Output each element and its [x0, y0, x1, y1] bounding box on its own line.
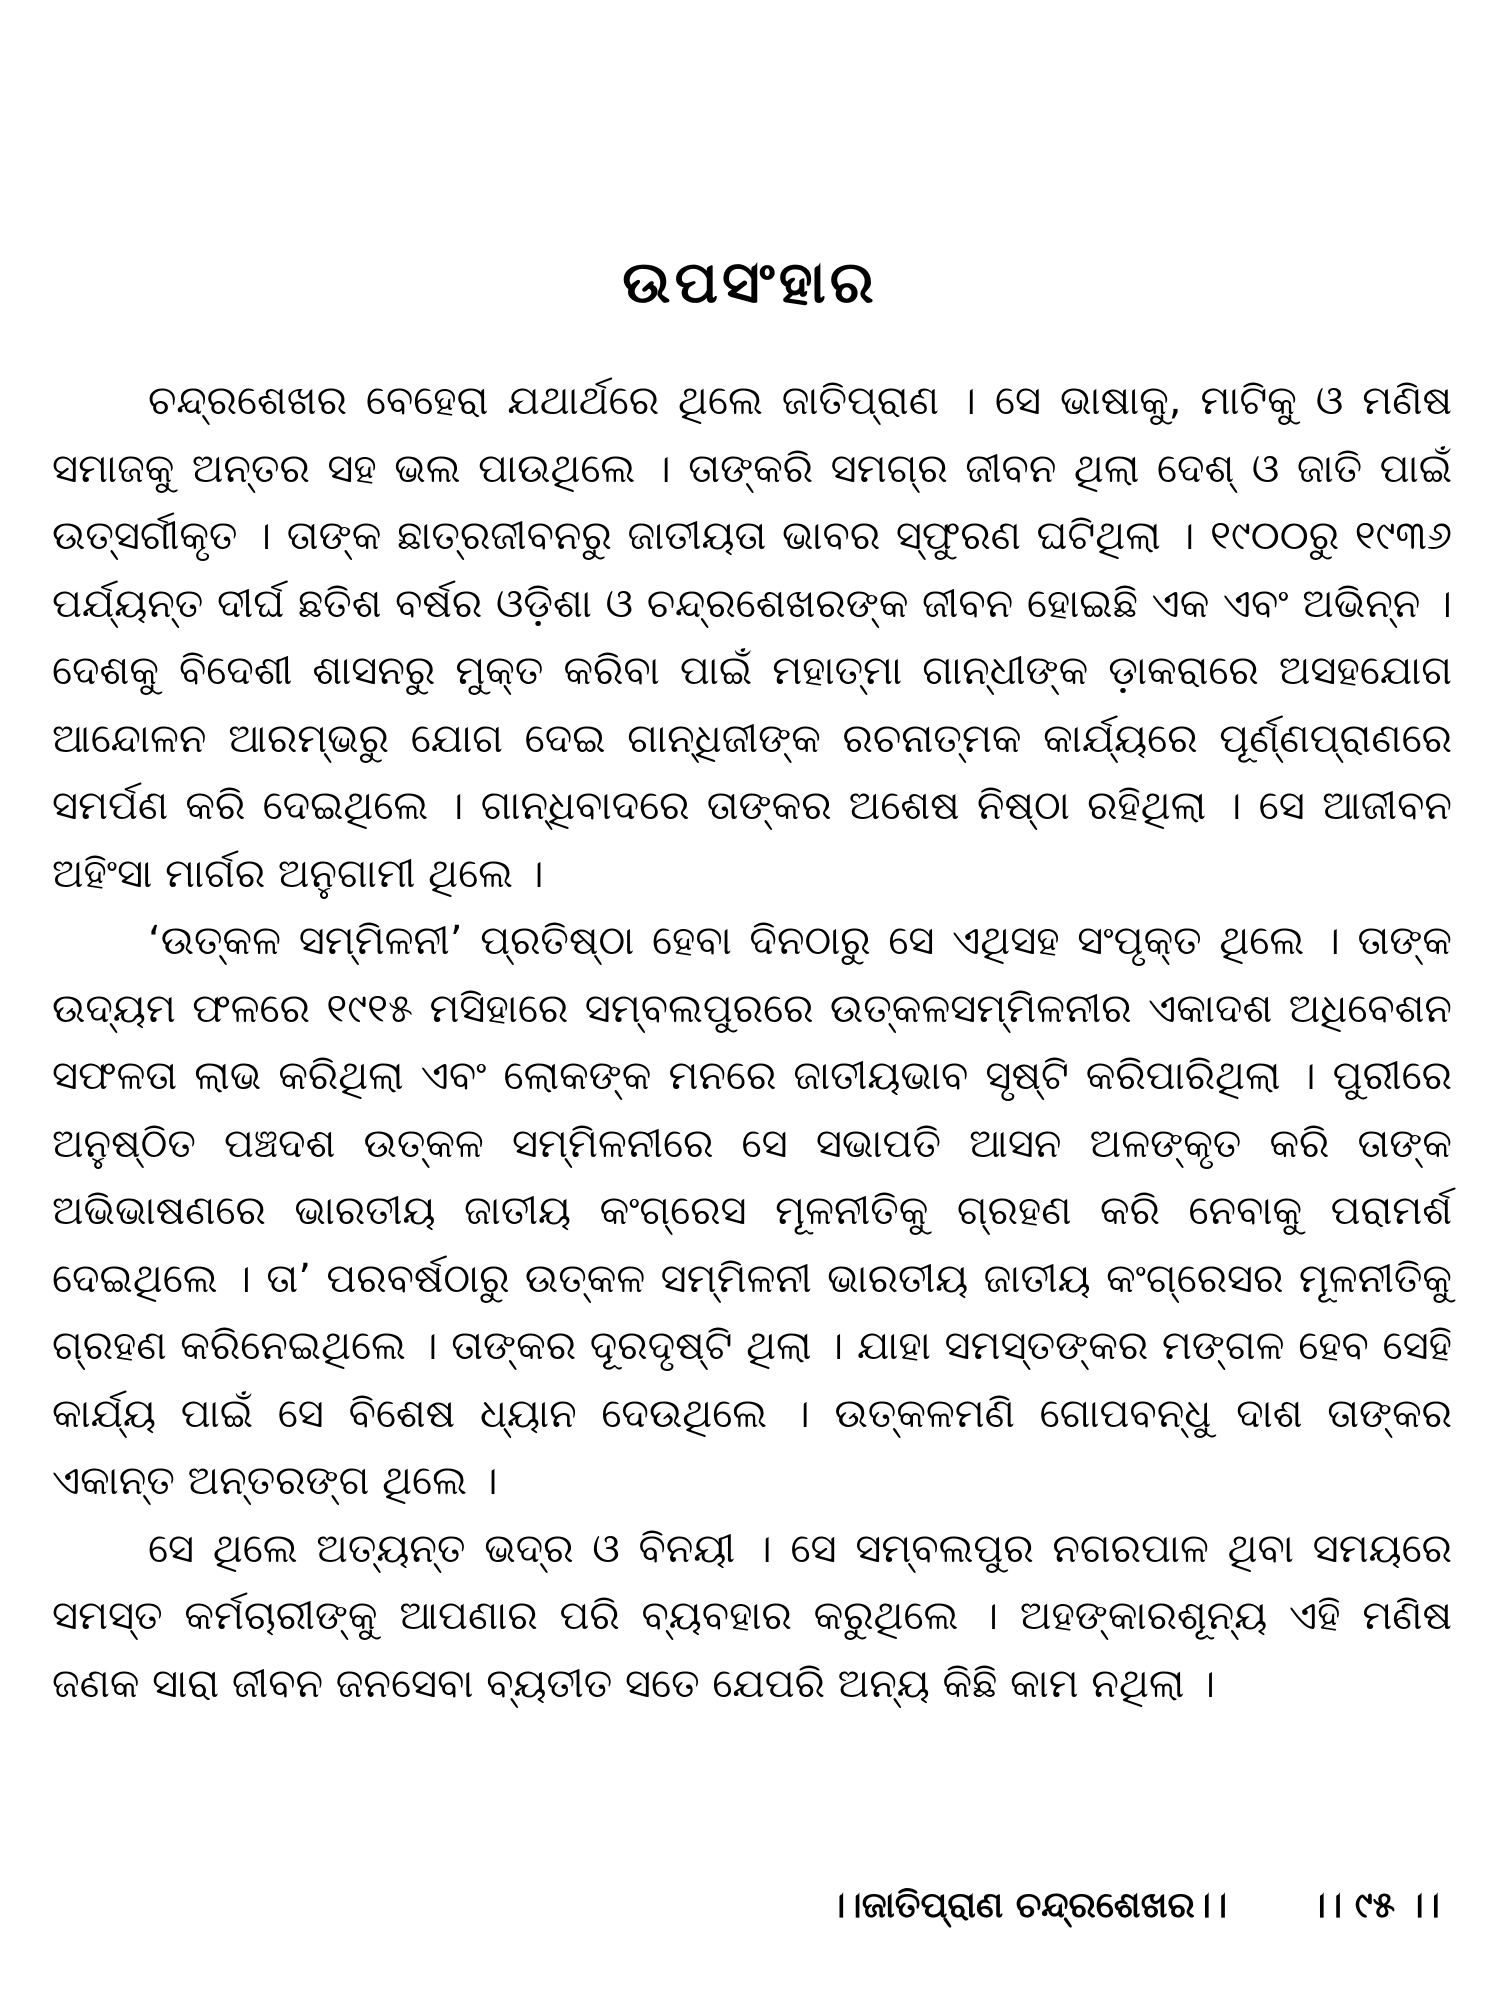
- body-text: [52, 368, 1452, 1718]
- footer-page-number: ।। ୯୫ ।।: [1309, 1885, 1440, 1926]
- footer-book-title: ।।ଜାତିପ୍ରାଣ ଚନ୍ଦ୍ରଶେଖର।।: [829, 1885, 1228, 1926]
- paragraph-2: ‘ଉତ୍କଳ ସମ୍ମିଳନୀ’ ପ୍ରତିଷ୍ଠା ହେବା ଦିନଠାରୁ ସେ ଏଥିସହ ସଂପୃକ୍ତ ଥିଲେ । ତାଙ୍କ ଉଦ୍ୟମ ଫଳରେ ୧୯୧୫ ମସିହାରେ ସମ୍ବଲପୁରରେ ଉତ୍କଳସମ୍ମିଳନୀର ଏକାଦଶ ଅଧିବେଶନ ସଫଳତା ଲାଭ କରିଥିଲା ଏବଂ ଲୋକଙ୍କ ମନରେ ଜାତୀୟଭାବ ସୃଷ୍ଟି କରିପାରିଥିଲା । ପୁରୀରେ ଅନୁଷ୍ଠିତ ପଞ୍ଚଦଶ ଉତ୍କଳ ସମ୍ମିଳନୀରେ ସେ ସଭାପତି ଆସନ ଅଳଙ୍କୃତ କରି ତାଙ୍କ ଅଭିଭାଷଣରେ ଭାରତୀୟ ଜାତୀୟ କଂଗ୍ରେସ ମୂଳନୀତିକୁ ଗ୍ରହଣ କରି ନେବାକୁ ପରାମର୍ଶ ଦେଇଥିଲେ । ତା’ ପରବର୍ଷଠାରୁ ଉତ୍କଳ ସମ୍ମିଳନୀ ଭାରତୀୟ ଜାତୀୟ କଂଗ୍ରେସର ମୂଳନୀତିକୁ ଗ୍ରହଣ କରିନେଇଥିଲେ । ତାଙ୍କର ଦୂରଦୃଷ୍ଟି ଥିଲା । ଯାହା ସମସ୍ତଙ୍କର ମଙ୍ଗଳ ହେବ ସେହି କାର୍ଯ୍ୟ ପାଇଁ ସେ ବିଶେଷ ଧ୍ୟାନ ଦେଉଥିଲେ । ଉତ୍କଳମଣି ଗୋପବନ୍ଧୁ ଦାଶ ତାଙ୍କର ଏକାନ୍ତ ଅନ୍ତରଙ୍ଗ ଥିଲେ ।: [52, 918, 1452, 1504]
- page-footer: [829, 1885, 1440, 1927]
- paragraph-3: ସେ ଥିଲେ ଅତ୍ୟନ୍ତ ଭଦ୍ର ଓ ବିନୟୀ । ସେ ସମ୍ବଲପୁର ନଗରପାଳ ଥିବା ସମୟରେ ସମସ୍ତ କର୍ମଚାରୀଙ୍କୁ ଆପଣାର ପରି ବ୍ୟବହାର କରୁଥିଲେ । ଅହଙ୍କାରଶୂନ୍ୟ ଏହି ମଣିଷ ଜଣକ ସାରା ଜୀବନ ଜନସେବା ବ୍ୟତୀତ ସତେ ଯେପରି ଅନ୍ୟ କିଛି କାମ ନଥିଲା ।: [52, 1525, 1452, 1707]
- paragraph-1: ଚନ୍ଦ୍ରଶେଖର ବେହେରା ଯଥାର୍ଥରେ ଥିଲେ ଜାତିପ୍ରାଣ । ସେ ଭାଷାକୁ, ମାଟିକୁ ଓ ମଣିଷ ସମାଜକୁ ଅନ୍ତର ସହ ଭଲ ପାଉଥିଲେ । ତାଙ୍କରି ସମଗ୍ର ଜୀବନ ଥିଲା ଦେଶ୍ ଓ ଜାତି ପାଇଁ ଉତ୍ସର୍ଗୀକୃତ । ତାଙ୍କ ଛାତ୍ରଜୀବନରୁ ଜାତୀୟତା ଭାବର ସ୍ଫୁରଣ ଘଟିଥିଲା । ୧୯୦୦ରୁ ୧୯୩୬ ପର୍ଯ୍ୟନ୍ତ ଦୀର୍ଘ ଛତିଶ ବର୍ଷର ଓଡ଼ିଶା ଓ ଚନ୍ଦ୍ରଶେଖରଙ୍କ ଜୀବନ ହୋଇଛି ଏକ ଏବଂ ଅଭିନ୍ନ । ଦେଶକୁ ବିଦେଶୀ ଶାସନରୁ ମୁକ୍ତ କରିବା ପାଇଁ ମହାତ୍ମା ଗାନ୍ଧୀଙ୍କ ଡ଼ାକରାରେ ଅସହଯୋଗ ଆନ୍ଦୋଳନ ଆରମ୍ଭରୁ ଯୋଗ ଦେଇ ଗାନ୍ଧିଜୀଙ୍କ ରଚନାତ୍ମକ କାର୍ଯ୍ୟରେ ପୂର୍ଣ୍ଣପ୍ରାଣରେ ସମର୍ପଣ କରି ଦେଇଥିଲେ । ଗାନ୍ଧିବାଦରେ ତାଙ୍କର ଅଶେଷ ନିଷ୍ଠା ରହିଥିଲା । ସେ ଆଜୀବନ ଅହିଂସା ମାର୍ଗର ଅନୁଗାମୀ ଥିଲେ ।: [52, 378, 1452, 897]
- page-title: ଉପସଂହାର: [622, 248, 878, 316]
